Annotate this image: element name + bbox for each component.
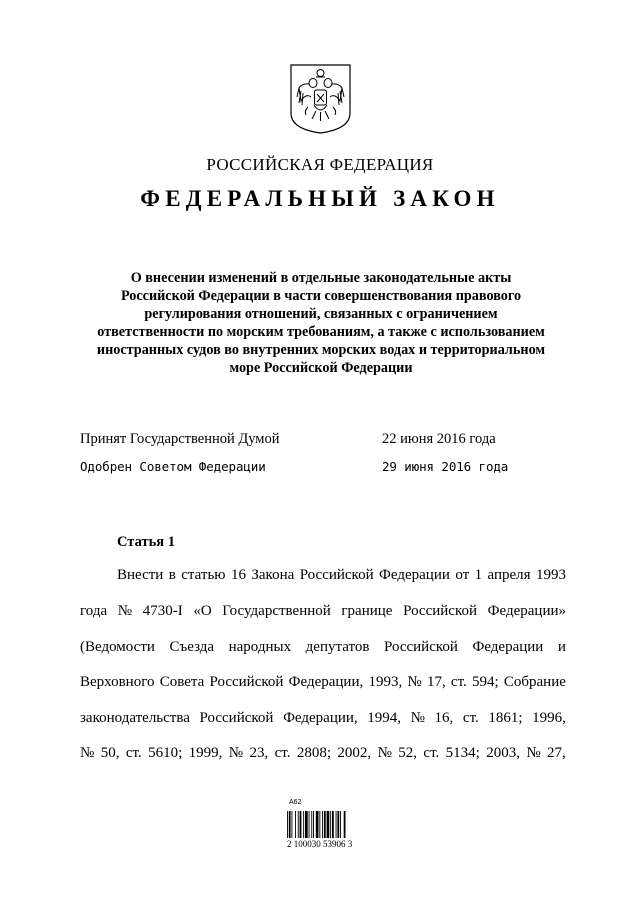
law-title bbox=[80, 269, 562, 377]
article-line: года № 4730-I «О Государственной границе Российской Федерации» bbox=[80, 603, 566, 619]
article-heading: Статья 1 bbox=[117, 534, 175, 550]
council-approval-date: 29 июня 2016 года bbox=[382, 459, 509, 474]
law-title-line: иностранных судов во внутренних морских водах и территориальном bbox=[96, 342, 546, 358]
council-approval-label: Одобрен Советом Федерации bbox=[80, 459, 266, 474]
russian-coat-of-arms-icon bbox=[289, 63, 352, 135]
article-line: (Ведомости Съезда народных депутатов Российской Федерации и bbox=[80, 639, 566, 655]
article-line: Верховного Совета Российской Федерации, 1993, № 17, ст. 594; Собрание bbox=[80, 674, 566, 690]
country-name: РОССИЙСКАЯ ФЕДЕРАЦИЯ bbox=[206, 155, 434, 174]
duma-adoption-date: 22 июня 2016 года bbox=[382, 431, 496, 447]
duma-adoption-label: Принят Государственной Думой bbox=[80, 431, 280, 447]
law-title-line: регулирования отношений, связанных с ограничением bbox=[144, 306, 498, 322]
article-line: № 50, ст. 5610; 1999, № 23, ст. 2808; 2002, № 52, ст. 5134; 2003, № 27, bbox=[80, 745, 566, 761]
article-line: законодательства Российской Федерации, 1994, № 16, ст. 1861; 1996, bbox=[80, 710, 566, 726]
barcode bbox=[287, 811, 369, 838]
law-title-line: море Российской Федерации bbox=[229, 360, 413, 376]
law-title-line: Российской Федерации в части совершенствования правового bbox=[120, 288, 522, 304]
article-line: Внести в статью 16 Закона Российской Федерации от 1 апреля 1993 bbox=[117, 567, 566, 583]
document-type: ФЕДЕРАЛЬНЫЙ ЗАКОН bbox=[140, 186, 500, 211]
law-title-line: ответственности по морским требованиям, а также с использованием bbox=[97, 324, 545, 340]
law-title-line: О внесении изменений в отдельные законодательные акты bbox=[130, 270, 512, 286]
barcode-mark: A62 bbox=[289, 799, 302, 806]
barcode-number: 2 100030 53906 3 bbox=[287, 839, 353, 849]
